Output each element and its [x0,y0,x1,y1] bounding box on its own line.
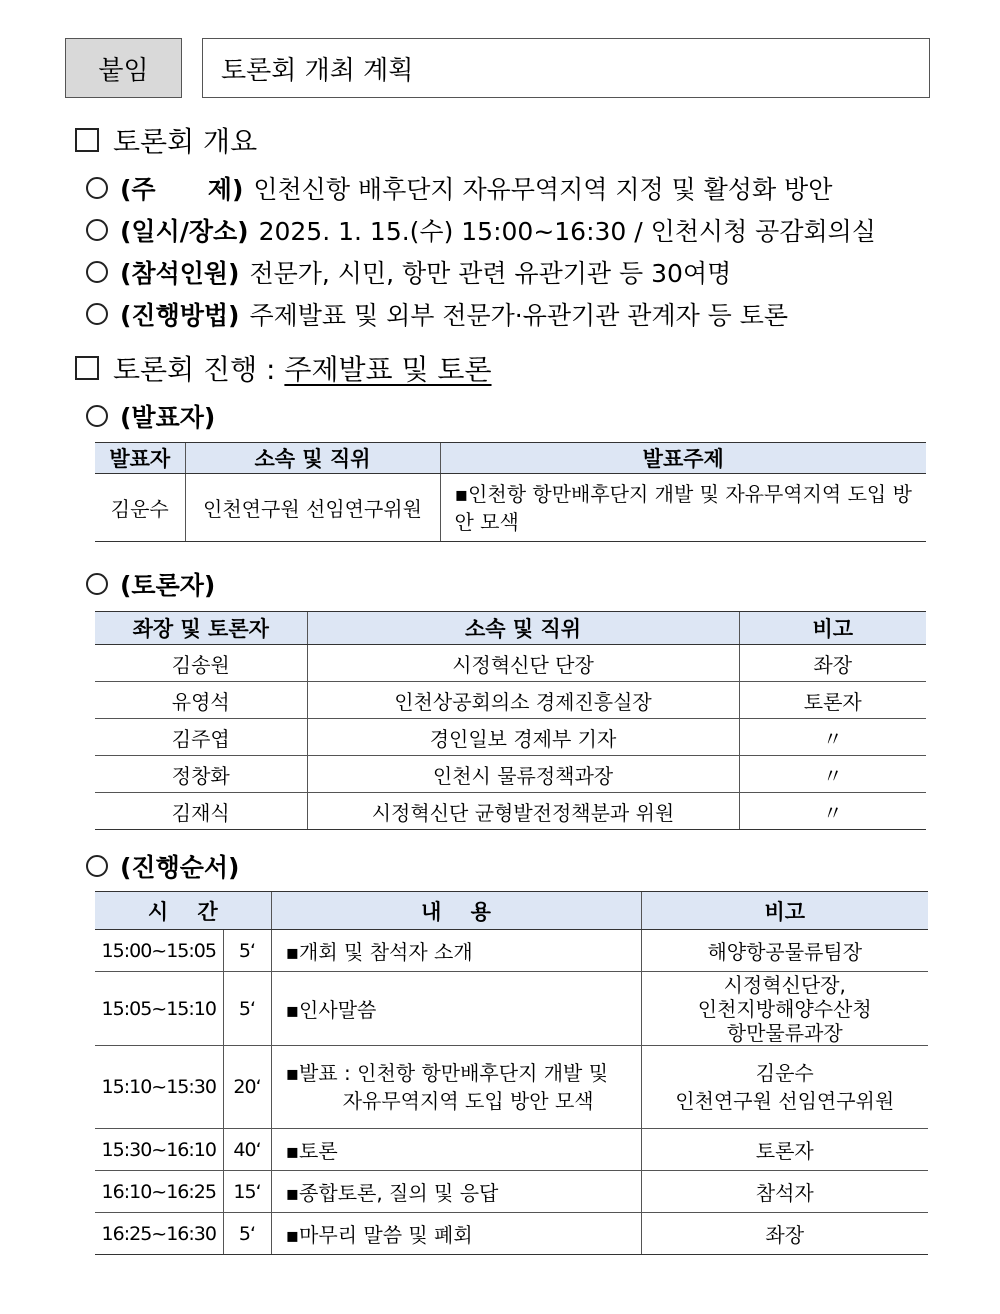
table-row: 김송원 시정혁신단 단장 좌장 [95,645,926,682]
table-row: 정창화 인천시 물류정책과장 〃 [95,756,926,793]
circle-bullet-icon [86,261,108,283]
circle-bullet-icon [86,303,108,325]
table-row: 김재식 시정혁신단 균형발전정책분과 위원 〃 [95,793,926,830]
table-row: 15:10~15:30 20‘ ▪발표 : 인천항 항만배후단지 개발 및 자유무역지역 도입 방안 모색 김운수 인천연구원 선임연구위원 [95,1046,928,1129]
overview-item-method: (진행방법) 주제발표 및 외부 전문가·유관기관 관계자 등 토론 [86,296,788,332]
schedule-table: 시 간 내 용 비고 15:00~15:05 5‘ ▪개회 및 참석자 소개 해양항공물류팀장 15:05~15:10 5‘ ▪인사말씀 시정혁신단장, 인천지방해양수산청 항만물류과장 15:10~15:30 20‘ ▪발표 : 인천항 항만배후단지 개발 및 자유무역지역 도입 방안 모색 김운수 인천연구원 선임연구위원 15:30~16:10 40‘ ▪토론 토론자 16:10~16:25 15‘ ▪종합토론, 질의 및 응답 참석자 16:25~16:30 5‘ ▪마무리 말씀 및 폐회 좌장 [95,891,928,1255]
table-row: 15:05~15:10 5‘ ▪인사말씀 시정혁신단장, 인천지방해양수산청 항만물류과장 [95,972,928,1046]
schedule-label: (진행순서) [86,848,249,884]
debater-label: (토론자) [86,566,225,602]
presenter-table: 발표자 소속 및 직위 발표주제 김운수 인천연구원 선임연구위원 ▪인천항 항만배후단지 개발 및 자유무역지역 도입 방안 모색 [95,442,926,542]
circle-bullet-icon [86,405,108,427]
table-row: 김운수 인천연구원 선임연구위원 ▪인천항 항만배후단지 개발 및 자유무역지역 도입 방안 모색 [95,474,926,542]
section-progress-heading: 토론회 진행 : 주제발표 및 토론 [75,348,492,388]
overview-item-topic: (주 제) 인천신항 배후단지 자유무역지역 지정 및 활성화 방안 [86,170,832,206]
overview-item-datetime: (일시/장소) 2025. 1. 15.(수) 15:00~16:30 / 인천시청 공감회의실 [86,212,876,248]
circle-bullet-icon [86,177,108,199]
circle-bullet-icon [86,219,108,241]
presenter-label: (발표자) [86,398,225,434]
table-row: 김주엽 경인일보 경제부 기자 〃 [95,719,926,756]
document-title: 토론회 개최 계획 [202,38,930,98]
table-row: 15:30~16:10 40‘ ▪토론 토론자 [95,1129,928,1171]
checkbox-square-icon [75,128,99,152]
table-row: 16:25~16:30 5‘ ▪마무리 말씀 및 폐회 좌장 [95,1213,928,1255]
circle-bullet-icon [86,855,108,877]
circle-bullet-icon [86,573,108,595]
attachment-label: 붙임 [65,38,182,98]
table-row: 15:00~15:05 5‘ ▪개회 및 참석자 소개 해양항공물류팀장 [95,930,928,972]
debater-table: 좌장 및 토론자 소속 및 직위 비고 김송원 시정혁신단 단장 좌장 유영석 인천상공회의소 경제진흥실장 토론자 김주엽 경인일보 경제부 기자 〃 정창화 인천시 물류정책과장 〃 김재식 시정혁신단 균형발전정책분과 위원 〃 [95,611,926,830]
section-overview-heading: 토론회 개요 [75,120,257,160]
checkbox-square-icon [75,356,99,380]
table-row: 16:10~16:25 15‘ ▪종합토론, 질의 및 응답 참석자 [95,1171,928,1213]
overview-item-attendees: (참석인원) 전문가, 시민, 항만 관련 유관기관 등 30여명 [86,254,731,290]
attachment-header [65,38,930,98]
table-row: 유영석 인천상공회의소 경제진흥실장 토론자 [95,682,926,719]
